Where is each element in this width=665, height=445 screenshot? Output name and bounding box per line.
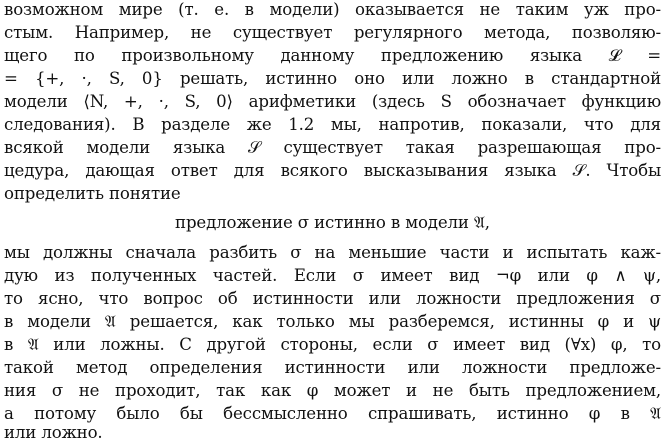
text-line-14: в 𝔄 или ложны. С другой стороны, если σ имеет вид (∀x) φ, то bbox=[4, 335, 661, 354]
text-line-3: щего по произвольному данному предложению языка 𝓛 = bbox=[4, 46, 661, 65]
text-line-15: такой метод определения истинности или ложности предложе- bbox=[4, 358, 661, 377]
text-line-7: всякой модели языка 𝒮 существует такая разрешающая про- bbox=[4, 138, 661, 157]
text-line-16: ния σ не проходит, так как φ может и не быть предложением, bbox=[4, 381, 661, 400]
text-line-13: в модели 𝔄 решается, как только мы разберемся, истинны φ и ψ bbox=[4, 312, 661, 331]
text-line-1: возможном мире (т. е. в модели) оказывается не таким уж про- bbox=[4, 0, 661, 19]
display-formula: предложение σ истинно в модели 𝔄, bbox=[175, 213, 490, 232]
text-line-18: или ложно. bbox=[4, 423, 103, 442]
text-line-8: цедура, дающая ответ для всякого высказывания языка 𝒮. Чтобы bbox=[4, 161, 661, 180]
text-line-5: модели ⟨N, +, ·, S, 0⟩ арифметики (здесь S обозначает функцию bbox=[4, 92, 661, 111]
text-line-12: то ясно, что вопрос об истинности или ложности предложения σ bbox=[4, 289, 661, 308]
text-line-10: мы должны сначала разбить σ на меньшие части и испытать каж- bbox=[4, 243, 661, 262]
text-line-9: определить понятие bbox=[4, 184, 181, 203]
text-line-17: а потому было бы бессмысленно спрашивать, истинно φ в 𝔄 bbox=[4, 404, 661, 423]
text-line-6: следования). В разделе же 1.2 мы, напротив, показали, что для bbox=[4, 115, 661, 134]
text-line-4: = {+, ·, S, 0} решать, истинно оно или ложно в стандартной bbox=[4, 69, 661, 88]
text-line-11: дую из полученных частей. Если σ имеет вид ¬φ или φ ∧ ψ, bbox=[4, 266, 661, 285]
document-page bbox=[4, 0, 661, 444]
text-line-2: стым. Например, не существует регулярного метода, позволяю- bbox=[4, 23, 661, 42]
